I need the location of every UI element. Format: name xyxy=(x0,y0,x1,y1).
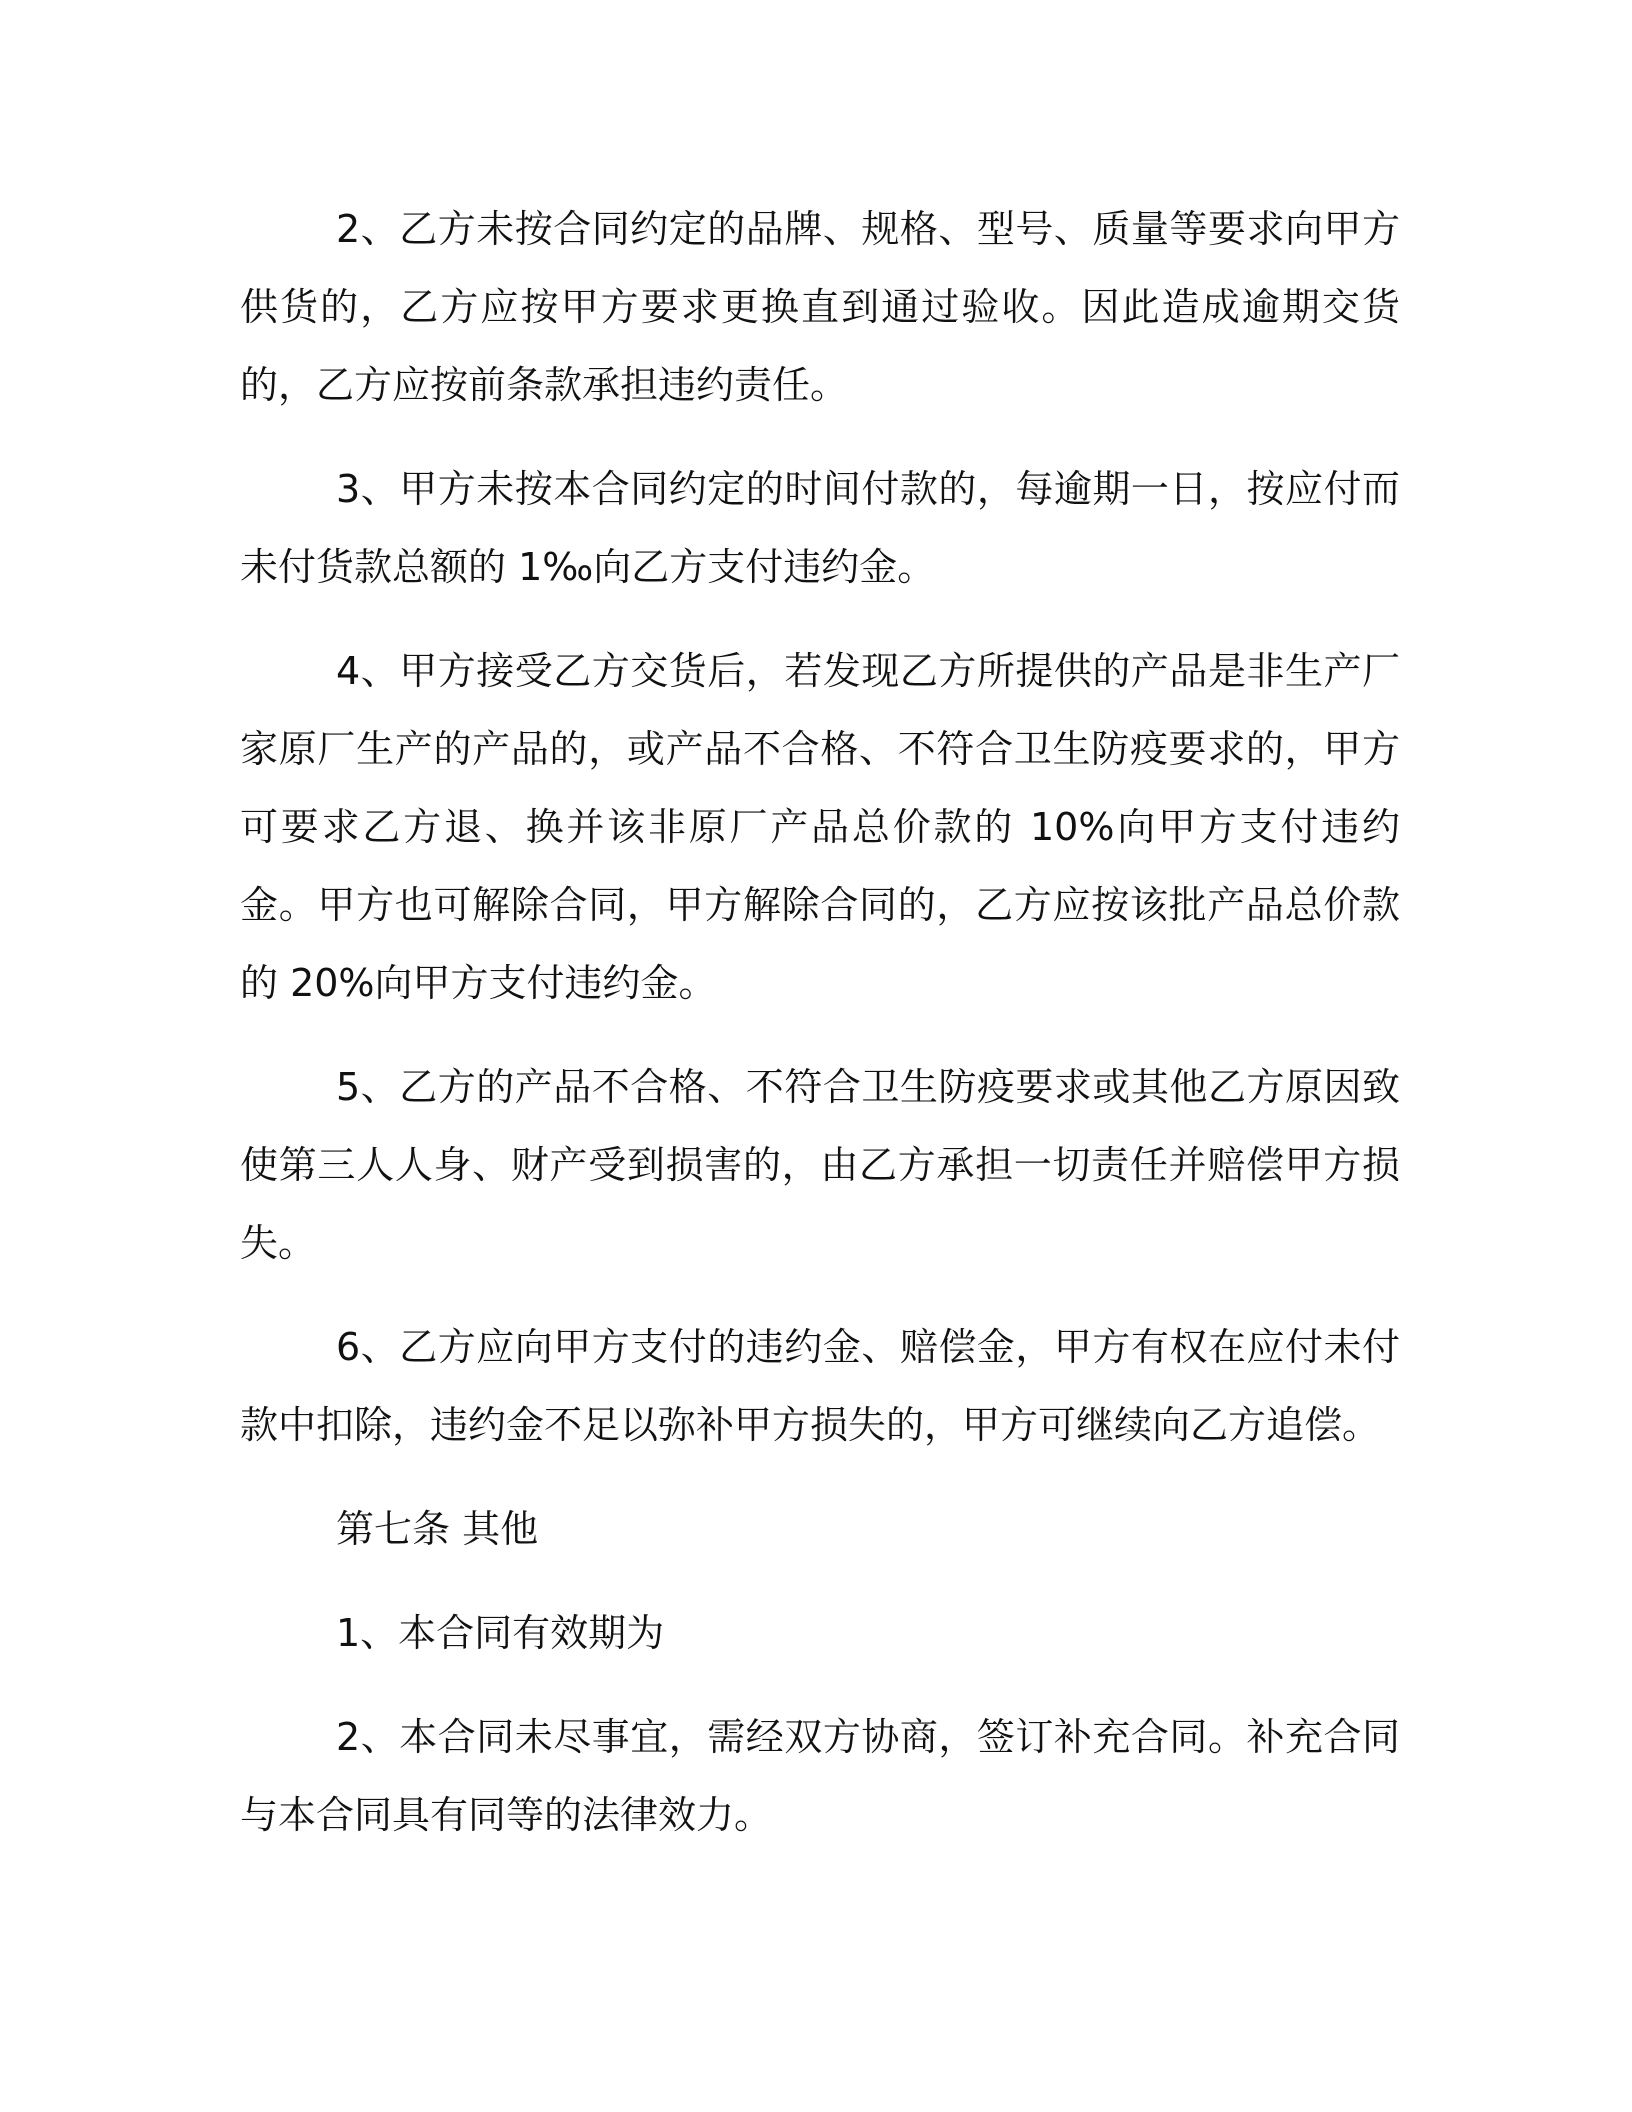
clause-paragraph: 4、甲方接受乙方交货后，若发现乙方所提供的产品是非生产厂家原厂生产的产品的，或产品不合格、不符合卫生防疫要求的，甲方可要求乙方退、换并该非原厂产品总价款的 10%向甲方支付违约金。甲方也可解除合同，甲方解除合同的，乙方应按该批产品总价款的 20%向甲方支付违约金。 xyxy=(240,649,1400,1005)
clause-paragraph: 2、本合同未尽事宜，需经双方协商，签订补充合同。补充合同与本合同具有同等的法律效力。 xyxy=(240,1715,1400,1837)
clause-paragraph: 3、甲方未按本合同约定的时间付款的，每逾期一日，按应付而未付货款总额的 1‰向乙方支付违约金。 xyxy=(240,467,1400,589)
clause-paragraph: 6、乙方应向甲方支付的违约金、赔偿金，甲方有权在应付未付款中扣除，违约金不足以弥补甲方损失的，甲方可继续向乙方追偿。 xyxy=(240,1325,1400,1447)
clause-paragraph: 1、本合同有效期为 xyxy=(336,1611,665,1655)
clause-paragraph: 2、乙方未按合同约定的品牌、规格、型号、质量等要求向甲方供货的，乙方应按甲方要求更换直到通过验收。因此造成逾期交货的，乙方应按前条款承担违约责任。 xyxy=(240,207,1400,407)
document-body xyxy=(240,190,1400,1880)
section-heading: 第七条 其他 xyxy=(336,1507,539,1551)
clause-paragraph: 5、乙方的产品不合格、不符合卫生防疫要求或其他乙方原因致使第三人人身、财产受到损害的，由乙方承担一切责任并赔偿甲方损失。 xyxy=(240,1065,1400,1265)
